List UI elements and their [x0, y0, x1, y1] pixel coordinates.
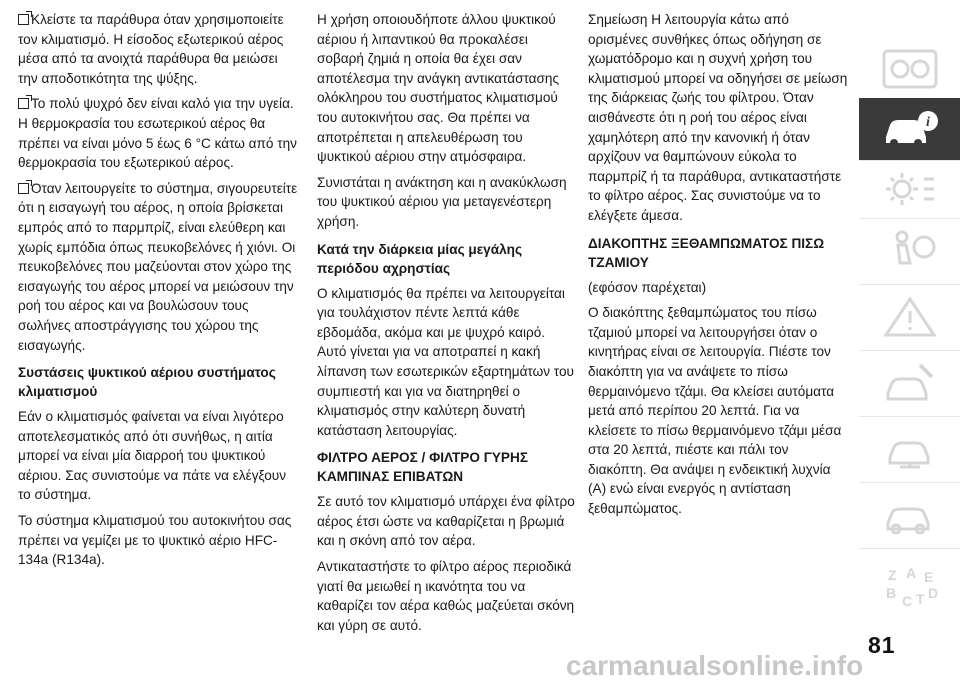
- column-3: [588, 10, 850, 525]
- bullet-icon: [18, 14, 29, 25]
- spec-car-icon[interactable]: [859, 482, 960, 549]
- svg-text:E: E: [923, 569, 933, 585]
- watermark: carmanualsonline.info: [566, 650, 864, 681]
- section-heading: Κατά την διάρκεια μίας μεγάλης περιόδου αχρηστίας: [317, 241, 523, 276]
- svg-text:D: D: [927, 585, 938, 601]
- paragraph: Σημείωση Η λειτουργία κάτω από ορισμένες συνθήκες όπως οδήγηση σε χωματόδρομο και η συχνή χρήση του κλιματισμού μπορεί να οδηγήσει σε μείωση της διάρκειας ζωής του φίλτρου. Όταν αισθάνεστε ότι η ροή του αέρος είναι χαμηλότερη από την κανονική ή όταν αρχίζουν να θαμπώνουν εύκολα το παρμπρίζ ή τα παράθυρα, αντικαταστήστε το φίλτρο αέρος. Σας συνιστούμε να το ελέγξετε άμεσα.: [588, 12, 848, 223]
- page-number: 81: [868, 632, 896, 658]
- column-2: [317, 10, 577, 641]
- paragraph: Το σύστημα κλιματισμού του αυτοκινήτου σας πρέπει να γεμίζει με το ψυκτικό αέριο HFC-134a (R134a).: [18, 513, 292, 568]
- paragraph: Η χρήση οποιουδήποτε άλλου ψυκτικού αέριου ή λιπαντικού θα προκαλέσει σοβαρή ζημιά η οποία θα έχει σαν αποτέλεσμα την ανάγκη αντικατάστασης ολόκληρου του συστήματος κλιματισμού του αυτοκινήτου σας. Θα πρέπει να αποτρέπεται η απελευθέρωση του ψυκτικού αέριου στην ατμόσφαιρα.: [317, 12, 560, 165]
- paragraph: Το πολύ ψυχρό δεν είναι καλό για την υγεία. Η θερμοκρασία του εσωτερικού αέρος θα πρέπει να είναι μόνο 5 έως 6 °C κάτω από την θερμοκρασία του εξωτερικού αέρος.: [18, 96, 297, 171]
- svg-text:C: C: [901, 593, 912, 608]
- bullet-icon: [18, 183, 29, 194]
- paragraph: Σε αυτό τον κλιματισμό υπάρχει ένα φίλτρο αέρος έτσι ώστε να καθαρίζεται η βρωμιά και η σκόνη από τον αέρα.: [317, 494, 575, 549]
- paragraph: Όταν λειτουργείτε το σύστημα, σιγουρευτείτε ότι η εισαγωγή του αέρος, η οποία βρίσκεται εμπρός από το παρμπρίζ, είναι ελεύθερη και χωρίς εμπόδια όπως πευκοβελόνες ή χιόνι. Οι πευκοβελόνες που μαζεύονται στον χώρο της εισαγωγής του αέρος μπορεί να μειώσουν την ροή του αέρος και να βουλώσουν τους σωλήνες αποστράγγισης του χώρου της εισαγωγής.: [18, 180, 298, 353]
- section-heading: ΔΙΑΚΟΠΤΗΣ ΞΕΘΑΜΠΩΜΑΤΟΣ ΠΙΣΩ ΤΖΑΜΙΟΥ: [588, 235, 825, 270]
- paragraph: Εάν ο κλιματισμός φαίνεται να είναι λιγότερο αποτελεσματικός από ότι συνήθως, η αιτία μπορεί να είναι μία διαρροή του ψυκτικού αέριου. Σας συνιστούμε να πάτε να ελέγξουν το σύστημα.: [18, 409, 287, 503]
- paragraph: Αντικαταστήστε το φίλτρο αέρος περιοδικά γιατί θα μειωθεί η ικανότητα του να καθαρίζει τον αέρα καθώς μαζεύεται σκόνη και γύρη σε αυτό.: [317, 559, 575, 633]
- car-dashboard-icon[interactable]: [859, 40, 960, 99]
- section-heading: ΦΙΛΤΡΟ ΑΕΡΟΣ / ΦΙΛΤΡΟ ΓΥΡΗΣ ΚΑΜΠΙΝΑΣ ΕΠΙΒΑΤΩΝ: [317, 450, 528, 485]
- paragraph: Κλείστε τα παράθυρα όταν χρησιμοποιείτε τον κλιματισμό. Η είσοδος εξωτερικού αέρος μέσα από τα ανοιχτά παράθυρα θα μειώσει την αποδοτικότητα της ψύξης.: [18, 12, 284, 86]
- svg-text:B: B: [885, 585, 896, 601]
- light-sun-icon[interactable]: [859, 160, 960, 219]
- car-info-icon[interactable]: [859, 98, 960, 161]
- wrench-car-icon[interactable]: [859, 350, 960, 417]
- paragraph: Ο διακόπτης ξεθαμπώματος του πίσω τζαμιού μπορεί να λειτουργήσει όταν ο κινητήρας είναι σε λειτουργία. Πιέστε τον διακόπτη για να ανάψετε το πίσω θερμαινόμενο τζάμι. Θα κλείσει αυτόματα μετά από περίπου 20 λεπτά. Για να κλείσετε το πίσω θερμαινόμενο τζάμι μέσα στα 20 λεπτά, πιέστε και πάλι τον διακόπτη. Θα ανάψει η ενδεικτική λυχνία (A) ενώ είναι ενεργός η αντίσταση ξεθαμπώματος.: [588, 305, 842, 517]
- chapter-sidebar: [859, 0, 960, 678]
- column-1: [18, 10, 301, 576]
- warning-triangle-icon[interactable]: [859, 284, 960, 351]
- paragraph: Συνιστάται η ανάκτηση και η ανακύκλωση του ψυκτικού αέριου για μεταγενέστερη χρήση.: [317, 174, 567, 229]
- bullet-icon: [18, 98, 29, 109]
- section-heading: Συστάσεις ψυκτικού αέριου συστήματος κλιματισμού: [18, 365, 276, 400]
- svg-text:T: T: [915, 591, 925, 607]
- svg-text:A: A: [905, 565, 916, 581]
- paragraph: (εφόσον παρέχεται): [588, 279, 707, 295]
- car-jack-icon[interactable]: [859, 416, 960, 483]
- airbag-seat-icon[interactable]: [859, 218, 960, 285]
- paragraph: Ο κλιματισμός θα πρέπει να λειτουργείται για τουλάχιστον πέντε λεπτά κάθε εβδομάδα, ακόμα και με ψυχρό καιρό. Αυτό γίνεται για να αποτραπεί η κακή λίπανση των εσωτερικών εξαρτημάτων του συμπιεστή και για να διατηρηθεί ο κλιματισμός στην καλύτερη δυνατή κατάσταση λειτουργίας.: [317, 285, 574, 438]
- svg-text:Z: Z: [887, 567, 897, 583]
- alphabet-index-icon[interactable]: [859, 548, 960, 624]
- svg-text:i: i: [925, 115, 930, 130]
